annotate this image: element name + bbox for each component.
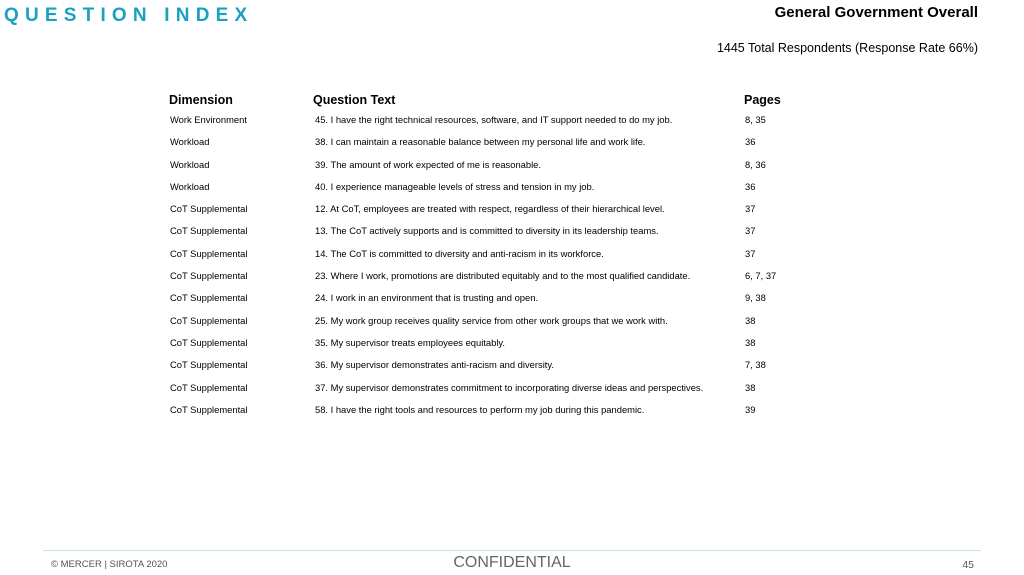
question-index-table [169,92,809,426]
table-row [169,136,809,158]
table-row [169,114,809,136]
table-row [169,359,809,381]
column-header-dimension: Dimension [169,93,233,107]
question-text-cell: 13. The CoT actively supports and is committed to diversity in its leadership teams. [315,225,659,237]
pages-cell: 36 [745,180,756,192]
respondents-summary: 1445 Total Respondents (Response Rate 66%) [716,41,978,55]
question-text-cell: 12. At CoT, employees are treated with respect, regardless of their hierarchical level. [315,203,665,215]
table-row [169,181,809,203]
dimension-cell: Workload [170,158,210,170]
page-number: 45 [962,559,974,571]
column-header-question-text: Question Text [313,93,396,107]
pages-cell: 38 [745,336,756,348]
dimension-cell: CoT Supplemental [170,314,248,326]
pages-cell: 39 [745,403,756,415]
dimension-cell: CoT Supplemental [170,403,248,415]
question-text-cell: 14. The CoT is committed to diversity and anti-racism in its workforce. [315,247,604,259]
pages-cell: 7, 38 [745,359,766,371]
dimension-cell: CoT Supplemental [170,225,248,237]
table-body [169,114,809,426]
question-text-cell: 45. I have the right technical resources, software, and IT support needed to do my job. [315,114,673,125]
dimension-cell: CoT Supplemental [170,203,248,215]
dimension-cell: CoT Supplemental [170,381,248,393]
table-row [169,337,809,359]
confidential-label: CONFIDENTIAL [453,554,571,571]
dimension-cell: CoT Supplemental [170,292,248,304]
pages-cell: 38 [745,381,756,393]
question-text-cell: 38. I can maintain a reasonable balance between my personal life and work life. [315,136,646,148]
table-row [169,315,809,337]
dimension-cell: CoT Supplemental [170,270,248,282]
question-text-cell: 35. My supervisor treats employees equitably. [315,336,506,348]
dimension-cell: Workload [170,180,210,192]
question-text-cell: 24. I work in an environment that is trusting and open. [315,292,539,304]
table-row [169,382,809,404]
dimension-cell: CoT Supplemental [170,359,248,371]
question-text-cell: 23. Where I work, promotions are distributed equitably and to the most qualified candidate. [315,270,691,282]
pages-cell: 38 [745,314,756,326]
table-row [169,159,809,181]
table-row [169,270,809,292]
table-header [169,92,809,114]
table-row [169,404,809,426]
dimension-cell: CoT Supplemental [170,336,248,348]
table-row [169,292,809,314]
footer-divider [43,550,981,551]
dimension-cell: Workload [170,136,210,148]
column-header-pages: Pages [744,93,781,107]
pages-cell: 37 [745,203,756,215]
dimension-cell: Work Environment [170,114,247,125]
question-text-cell: 25. My work group receives quality service from other work groups that we work with. [315,314,668,326]
dimension-cell: CoT Supplemental [170,247,248,259]
table-row [169,203,809,225]
pages-cell: 8, 36 [745,158,766,170]
pages-cell: 37 [745,247,756,259]
question-text-cell: 40. I experience manageable levels of stress and tension in my job. [315,180,595,192]
pages-cell: 8, 35 [745,114,766,125]
page-title: QUESTION INDEX [4,5,254,26]
question-text-cell: 37. My supervisor demonstrates commitment to incorporating diverse ideas and perspectives. [315,381,704,393]
table-row [169,225,809,247]
report-title: General Government Overall [774,4,978,21]
question-text-cell: 36. My supervisor demonstrates anti-racism and diversity. [315,359,554,371]
pages-cell: 9, 38 [745,292,766,304]
pages-cell: 37 [745,225,756,237]
pages-cell: 36 [745,136,756,148]
question-text-cell: 39. The amount of work expected of me is reasonable. [315,158,541,170]
copyright-notice: © MERCER | SIROTA 2020 [51,559,168,570]
table-row [169,248,809,270]
question-text-cell: 58. I have the right tools and resources to perform my job during this pandemic. [315,403,645,415]
pages-cell: 6, 7, 37 [745,270,777,282]
